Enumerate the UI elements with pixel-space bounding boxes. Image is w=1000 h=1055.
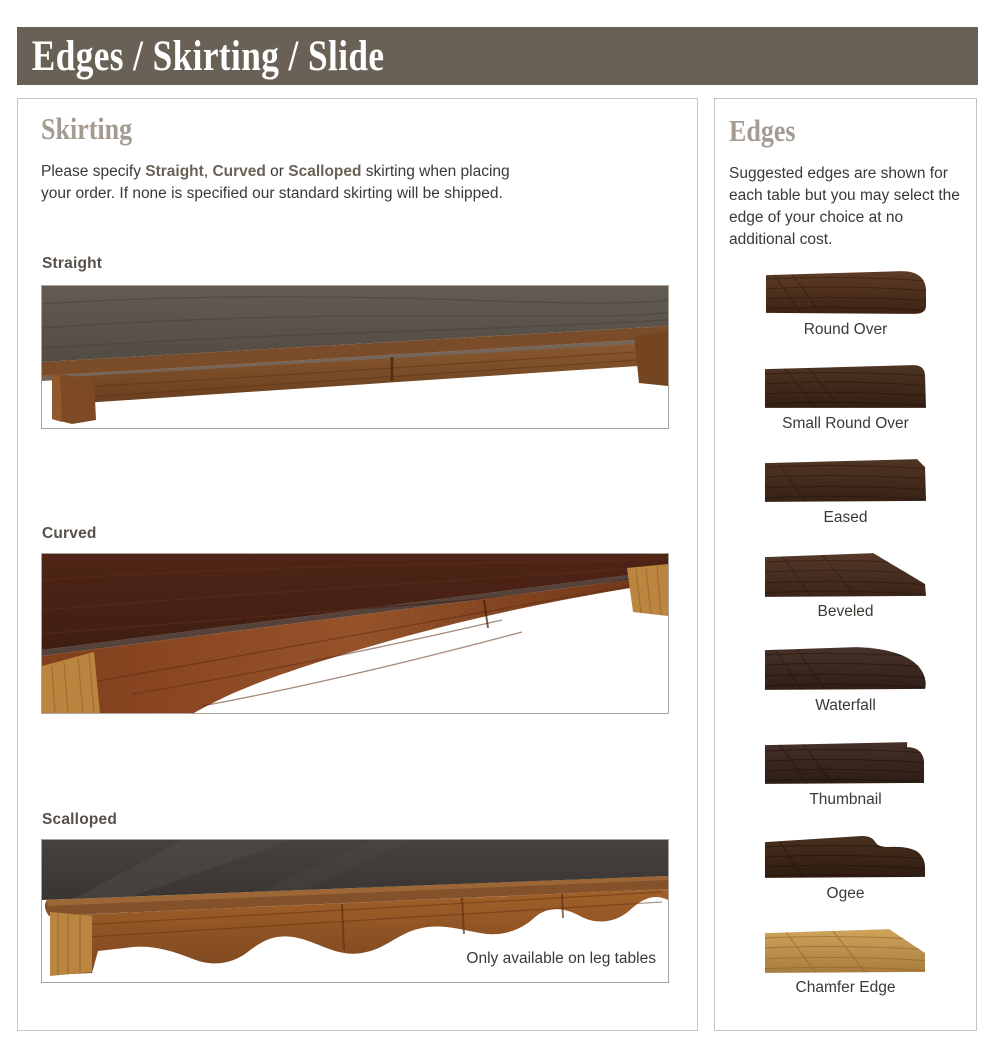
- round-over-icon: [762, 269, 929, 317]
- edge-profile-thumbnail: [762, 739, 929, 809]
- edge-profile-chamfer: [762, 927, 929, 997]
- straight-skirting-illustration: [42, 286, 668, 428]
- small-round-over-icon: [762, 363, 929, 411]
- beveled-label: Beveled: [817, 603, 874, 620]
- edges-intro: Suggested edges are shown for each table but you may select the edge of your choice at no additional cost.: [729, 165, 960, 248]
- page-header: [17, 27, 978, 85]
- scalloped-skirting-image: [41, 839, 669, 983]
- page-title: Edges / Skirting / Slide: [31, 32, 385, 80]
- scalloped-skirting-label: Scalloped: [42, 811, 118, 828]
- edge-profile-beveled: [762, 551, 929, 621]
- ogee-label: Ogee: [826, 885, 865, 902]
- curved-skirting-illustration: [42, 554, 668, 713]
- ogee-icon: [762, 833, 929, 881]
- edges-panel: [714, 98, 977, 1031]
- edges-panel-title: Edges: [729, 113, 796, 148]
- scalloped-note: Only available on leg tables: [466, 950, 656, 967]
- waterfall-icon: [762, 645, 929, 693]
- round-over-label: Round Over: [803, 321, 888, 338]
- thumbnail-icon: [762, 739, 929, 787]
- small-round-over-label: Small Round Over: [782, 415, 909, 432]
- eased-icon: [762, 457, 929, 505]
- straight-skirting-image: [41, 285, 669, 429]
- chamfer-edge-icon: [762, 927, 929, 975]
- edge-profile-round-over: [762, 269, 929, 339]
- waterfall-label: Waterfall: [815, 697, 876, 714]
- skirting-intro: Please specify Straight, Curved or Scalloped skirting when placing your order. If none is specified our standard skirting will be shipped.: [41, 163, 510, 202]
- curved-skirting-image: [41, 553, 669, 714]
- straight-skirting-label: Straight: [42, 255, 103, 272]
- curved-skirting-label: Curved: [42, 525, 97, 542]
- edge-profile-waterfall: [762, 645, 929, 715]
- beveled-icon: [762, 551, 929, 599]
- chamfer-edge-label: Chamfer Edge: [795, 979, 896, 996]
- edge-profile-ogee: [762, 833, 929, 903]
- skirting-panel-title: Skirting: [41, 111, 133, 146]
- edge-profile-small-round-over: [762, 363, 929, 433]
- skirting-panel: [17, 98, 698, 1031]
- edge-profiles-list: [715, 269, 976, 1021]
- eased-label: Eased: [823, 509, 868, 526]
- thumbnail-label: Thumbnail: [809, 791, 882, 808]
- edge-profile-eased: [762, 457, 929, 527]
